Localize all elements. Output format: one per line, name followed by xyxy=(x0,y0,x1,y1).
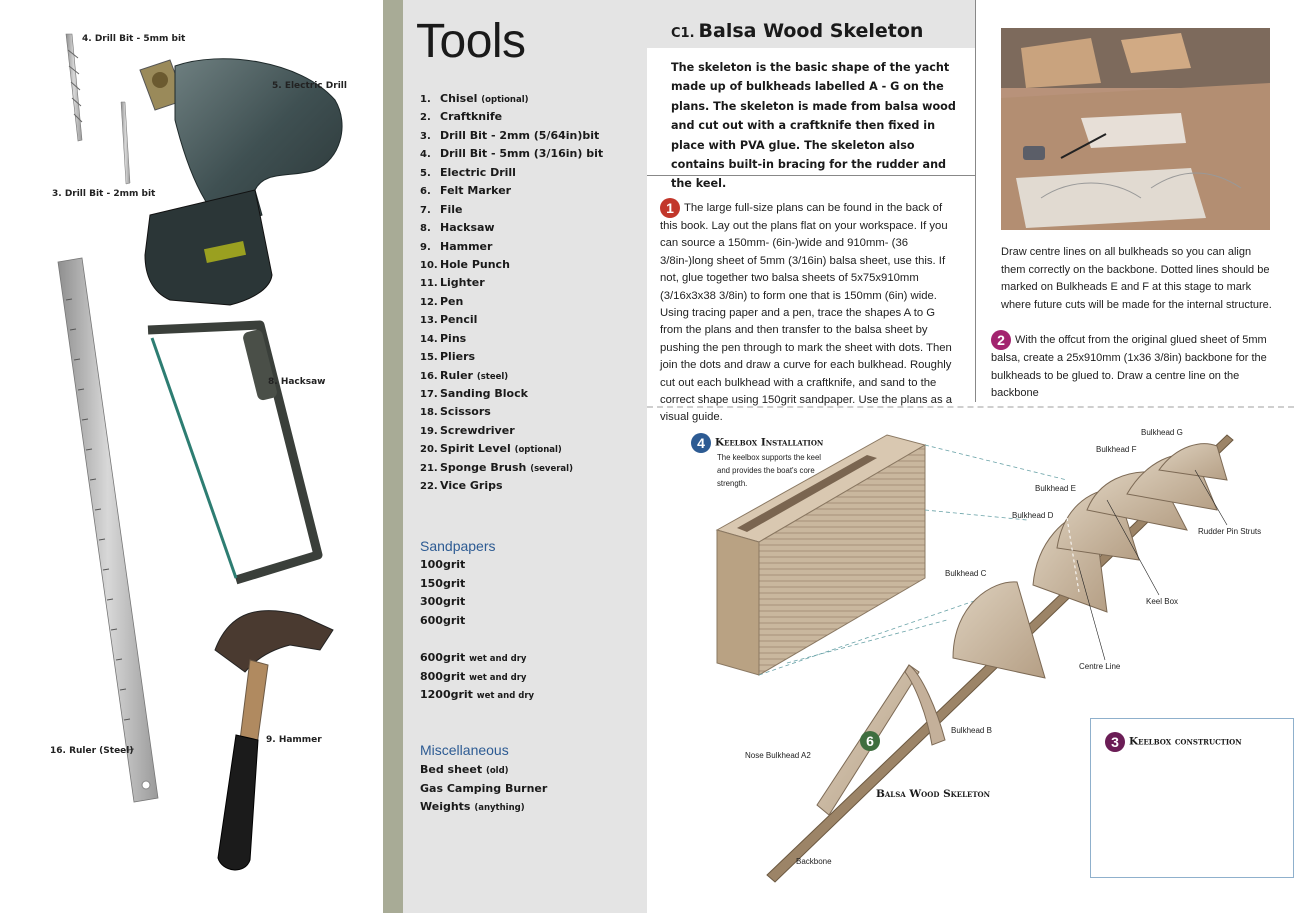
label-bulkhead-b: Bulkhead B xyxy=(951,726,992,735)
section-heading xyxy=(671,20,923,42)
label-centre-line: Centre Line xyxy=(1079,662,1121,671)
step-2-badge: 2 xyxy=(991,330,1011,350)
tool-item xyxy=(420,221,603,239)
inset-heading xyxy=(1105,731,1242,752)
inset-title: Keelbox construction xyxy=(1129,735,1242,748)
tool-item-note: (optional) xyxy=(514,445,562,456)
tool-item-name: Drill Bit - 5mm (3/16in) bit xyxy=(440,147,604,161)
wet-sandpaper-item-name: 1200grit xyxy=(420,688,473,701)
caption-drill-bit-2mm: 3. Drill Bit - 2mm bit xyxy=(52,189,156,199)
tool-item-number: 10. xyxy=(420,259,438,271)
intro-divider xyxy=(647,175,975,176)
label-rudder-pin-struts: Rudder Pin Struts xyxy=(1198,527,1262,536)
tool-item-name: Felt Marker xyxy=(440,184,512,198)
misc-item-name: Gas Camping Burner xyxy=(420,781,548,795)
tool-item xyxy=(420,313,603,331)
label-nose-bulkhead-a2: Nose Bulkhead A2 xyxy=(745,751,811,760)
keelbox-title: Keelbox Installation xyxy=(715,436,824,449)
tool-item xyxy=(420,387,603,405)
misc-item xyxy=(420,763,547,782)
keelbox-description: The keelbox supports the keel and provides the boat's core strength. xyxy=(717,453,822,488)
sandpaper-item xyxy=(420,558,465,577)
tool-item-number: 22. xyxy=(420,481,438,493)
wet-sandpaper-item xyxy=(420,670,534,689)
tool-item-number: 4. xyxy=(420,149,431,161)
tool-item xyxy=(420,240,603,258)
tool-item-number: 2. xyxy=(420,112,431,124)
label-keel-box: Keel Box xyxy=(1146,597,1179,606)
tool-item-number: 3. xyxy=(420,130,431,142)
tool-item-name: Pencil xyxy=(440,313,478,327)
tool-item-number: 17. xyxy=(420,389,438,400)
sandpaper-item-name: 100grit xyxy=(420,558,466,571)
wet-sandpaper-item-name: 600grit xyxy=(420,651,466,664)
tool-item-number: 16. xyxy=(420,370,438,382)
misc-item xyxy=(420,800,547,819)
tool-item-name: Hacksaw xyxy=(440,221,495,235)
misc-item xyxy=(420,782,547,801)
drill-bit-5mm-image xyxy=(66,34,82,141)
tool-item-name: Sanding Block xyxy=(440,387,528,400)
tool-item xyxy=(420,203,603,221)
tool-item-number: 7. xyxy=(420,204,431,216)
tool-item-note: (optional) xyxy=(481,95,529,105)
misc-list xyxy=(420,763,547,819)
tool-item xyxy=(420,442,603,460)
tool-item-name: Craftknife xyxy=(440,110,503,124)
label-backbone: Backbone xyxy=(796,857,832,866)
step-1-badge: 1 xyxy=(660,198,680,218)
tool-item-name: Pliers xyxy=(440,350,476,364)
hacksaw-image xyxy=(148,325,318,580)
tool-item-note: (steel) xyxy=(476,371,509,382)
caption-hacksaw: 8. Hacksaw xyxy=(268,377,326,387)
skeleton-badge: 6 xyxy=(860,731,880,751)
section-title: Balsa Wood Skeleton xyxy=(698,20,924,42)
sandpaper-item-name: 150grit xyxy=(420,576,466,590)
caption-ruler: 16. Ruler (Steel) xyxy=(50,746,134,756)
electric-drill-image xyxy=(140,59,342,305)
label-bulkhead-c: Bulkhead C xyxy=(945,569,987,578)
keelbox-construction-inset xyxy=(1090,718,1294,878)
skeleton-diagram xyxy=(647,410,1294,913)
workspace-photo-image xyxy=(1001,28,1270,230)
tool-item-number: 18. xyxy=(420,407,438,419)
tool-item-number: 11. xyxy=(420,278,438,290)
steel-ruler-image xyxy=(58,258,158,802)
keelbox-badge: 4 xyxy=(691,433,711,453)
misc-item-note: (anything) xyxy=(474,803,525,813)
step-2 xyxy=(991,330,1273,403)
tool-item-name: Vice Grips xyxy=(440,479,503,493)
tool-item xyxy=(420,184,603,202)
workspace-photo xyxy=(1001,28,1270,230)
wet-sandpapers-list xyxy=(420,651,534,707)
tool-item-name: Spirit Level xyxy=(440,442,511,456)
skeleton-title: Balsa Wood Skeleton xyxy=(876,788,991,800)
tool-item-name: Pins xyxy=(440,331,467,345)
tool-item xyxy=(420,479,603,497)
tool-item-number: 6. xyxy=(420,186,431,198)
caption-electric-drill: 5. Electric Drill xyxy=(272,81,347,91)
wet-sandpaper-item-note: wet and dry xyxy=(476,691,535,701)
tool-item-number: 9. xyxy=(420,241,431,253)
bulkhead-c-shape xyxy=(953,582,1045,678)
tools-panel xyxy=(403,0,647,913)
step-2-text: With the offcut from the original glued sheet of 5mm balsa, create a 25x910mm (1x36 3/8in) backbone for the bulkheads to be glued to. Draw a centre line on the backbone xyxy=(991,333,1267,400)
tool-item-name: Electric Drill xyxy=(440,165,516,179)
caption-drill-bit-5mm: 4. Drill Bit - 5mm bit xyxy=(82,34,186,44)
drill-bit-2mm-image xyxy=(121,102,130,184)
tool-item-name: Hammer xyxy=(440,239,493,253)
inset-badge: 3 xyxy=(1105,732,1125,752)
wet-sandpaper-item xyxy=(420,651,534,670)
tool-item-number: 13. xyxy=(420,315,438,327)
step-1 xyxy=(660,198,960,427)
section-code: C1. xyxy=(671,26,695,41)
misc-item-note: (old) xyxy=(485,766,509,776)
tool-item-number: 12. xyxy=(420,296,438,308)
tool-item-name: Chisel xyxy=(440,92,478,105)
tool-item-name: Lighter xyxy=(440,276,485,290)
wet-sandpaper-item-name: 800grit xyxy=(420,669,466,683)
label-bulkhead-g: Bulkhead G xyxy=(1141,428,1183,437)
tool-item-number: 15. xyxy=(420,352,438,364)
tool-item xyxy=(420,295,603,313)
tool-item-note: (several) xyxy=(530,463,573,474)
tool-item xyxy=(420,92,603,110)
tool-item-number: 8. xyxy=(420,223,431,235)
tool-item xyxy=(420,147,603,165)
tool-item xyxy=(420,332,603,350)
wet-sandpaper-item-note: wet and dry xyxy=(469,672,527,683)
wet-sandpaper-item-note: wet and dry xyxy=(469,654,527,664)
sandpaper-item xyxy=(420,614,465,633)
sandpaper-item xyxy=(420,595,465,614)
photo-caption: Draw centre lines on all bulkheads so you can align them correctly on the backbone. Dotted lines should be marked on Bulkheads E and F at this stage to mark where future cuts will be made for the internal structure. xyxy=(1001,246,1272,311)
tool-item-number: 20. xyxy=(420,444,438,456)
bulkheads xyxy=(953,444,1227,678)
tool-item-name: Drill Bit - 2mm (5/64in)bit xyxy=(440,128,600,142)
tool-item-number: 1. xyxy=(420,94,431,105)
keelbox-heading xyxy=(691,432,823,453)
misc-item-name: Weights xyxy=(420,800,471,813)
tool-item xyxy=(420,166,603,184)
tool-item xyxy=(420,129,603,147)
tool-item-name: File xyxy=(440,202,463,216)
section-intro: The skeleton is the basic shape of the yacht made up of bulkheads labelled A - G on the plans. The skeleton is made from balsa wood and cut out with a craftknife then fixed in place with PVA glue. The skeleton also contains built-in bracing for the rudder and the keel. xyxy=(671,61,956,191)
tools-list xyxy=(420,92,603,498)
label-bulkhead-f: Bulkhead F xyxy=(1096,445,1137,454)
label-bulkhead-e: Bulkhead E xyxy=(1035,484,1076,493)
tool-item-number: 14. xyxy=(420,333,438,345)
sandpaper-item-name: 300grit xyxy=(420,595,466,608)
tool-item xyxy=(420,350,603,368)
tool-item-number: 19. xyxy=(420,425,438,437)
tool-item-name: Hole Punch xyxy=(440,257,510,271)
tool-photo-panel xyxy=(0,0,381,913)
tool-item-name: Pen xyxy=(440,294,464,308)
tool-item-number: 21. xyxy=(420,462,438,474)
instructions-area xyxy=(647,0,1294,913)
column-divider-band xyxy=(383,0,403,913)
tool-item-name: Ruler xyxy=(440,368,473,382)
tool-item xyxy=(420,276,603,294)
tool-item-name: Sponge Brush xyxy=(440,460,527,474)
tool-item-name: Screwdriver xyxy=(440,423,515,437)
sandpaper-item-name: 600grit xyxy=(420,613,466,627)
tool-item xyxy=(420,461,603,479)
section-dashed-divider xyxy=(647,406,1294,408)
tools-title: Tools xyxy=(416,15,526,68)
misc-item-name: Bed sheet xyxy=(420,763,483,776)
tool-item-name: Scissors xyxy=(440,405,491,419)
tool-item xyxy=(420,424,603,442)
label-bulkhead-d: Bulkhead D xyxy=(1012,511,1054,520)
tool-item xyxy=(420,405,603,423)
wet-sandpaper-item xyxy=(420,688,534,707)
sandpaper-item xyxy=(420,577,465,596)
tool-item xyxy=(420,258,603,276)
sandpapers-title: Sandpapers xyxy=(420,538,496,554)
tool-item xyxy=(420,369,603,387)
tool-item xyxy=(420,110,603,128)
caption-hammer: 9. Hammer xyxy=(266,735,322,745)
step-1-text: The large full-size plans can be found in the back of this book. Lay out the plans flat on your workspace. If you can source a 150mm- (6in-)wide and 910mm- (36 3/8in-)long sheet of 5mm (3/16in) balsa sheet, use this. If not, glue together two balsa sheets of 5x75x910mm (3/16x3x38 3/8in) to form one that is 150mm (6in) wide. Using tracing paper and a pen, trace the shapes A to G from the plans and then transfer to the balsa sheet by pushing the pen through to mark the sheet with dots. Then join the dots and draw a curve for each bulkhead. Roughly cut out each bulkhead with a craftknife, and sand to the correct shape using 150grit sandpaper. Use the plans as a visual guide. xyxy=(660,201,953,424)
tool-item-number: 5. xyxy=(420,167,431,179)
column-rule xyxy=(975,0,976,402)
tool-photos-illustration xyxy=(0,0,381,913)
sandpapers-list xyxy=(420,558,465,632)
misc-title: Miscellaneous xyxy=(420,742,509,758)
